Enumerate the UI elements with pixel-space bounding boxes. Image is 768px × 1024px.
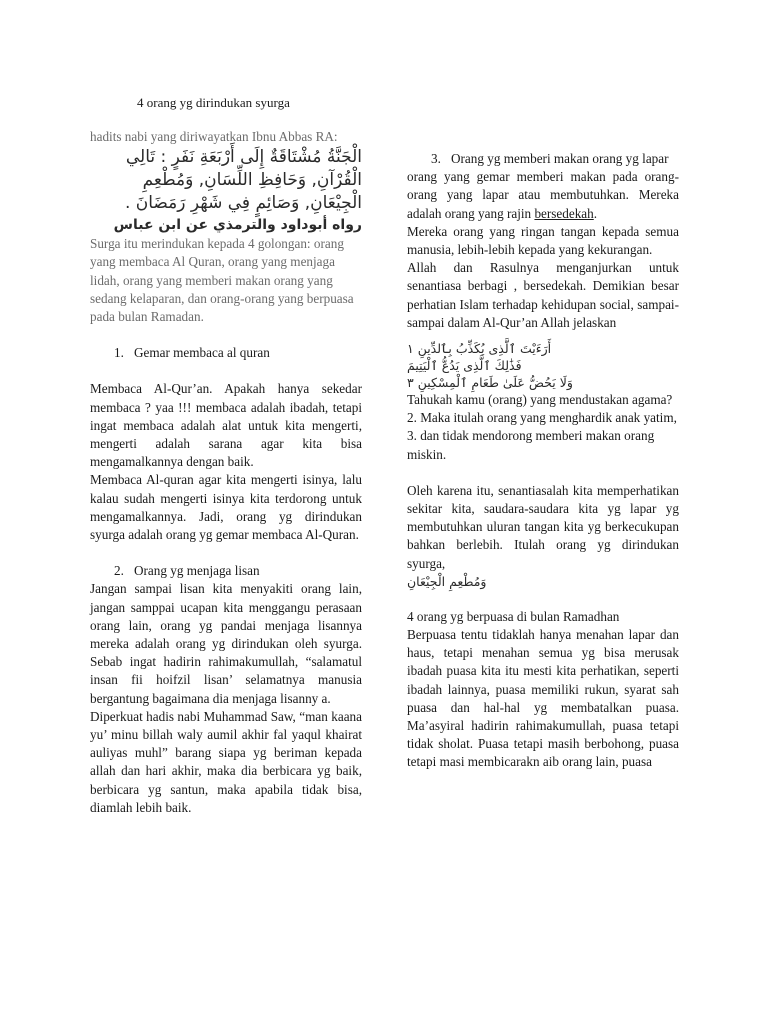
paragraph: orang yang gemar memberi makan pada orang-orang yang lapar atau membutuhkan. Mereka adalah orang yang rajin bersedekah. [407, 169, 679, 221]
verse-translation: 2. Maka itulah orang yang menghardik anak yatim, [407, 410, 677, 426]
section-title-item-4: 4 orang yg berpuasa di bulan Ramadhan [407, 608, 620, 624]
arabic-phrase: وَمُطْعِمِ الْجِيْعَانِ [407, 573, 487, 589]
paragraph: Membaca Al-quran agar kita mengerti isinya, lalu kalau sudah mengerti isinya kita terdorong untuk mengamalkannya. Jadi, orang yg dirindukan syurga adalah orang yg gemar membaca Al-Quran. [90, 472, 362, 543]
quran-verse-1: أَرَءَيْتَ ٱلَّذِى يُكَذِّبُ بِٱلدِّينِ ١ [407, 341, 552, 357]
list-number: 3. [431, 151, 441, 166]
list-item-1 [90, 344, 362, 362]
paragraph: Allah dan Rasulnya menganjurkan untuk senantiasa berbagi , bersedekah. Demikian besar perhatian Islam terhadap kehidupan social, sampai-sampai dalam Al-Qur’an Allah jelaskan [407, 260, 679, 330]
left-column [90, 128, 362, 817]
list-item-2 [90, 562, 362, 580]
bersedekah-link[interactable]: bersedekah [534, 205, 594, 221]
paragraph: Jangan sampai lisan kita menyakiti orang lain, jangan samppai ucapan kita menggangu perasaan orang lain, orang yg pandai menjaga lisannya mereka adalah orang yg dirindukan oleh syurga. Sebab ingat hadirin rahimakumullah, “salamatul insan fii hoifzil lisan’ selamatnya manusia bergantung bagaimana dia menjaga lisanny a. [90, 581, 362, 706]
paragraph: Mereka orang yang ringan tangan kepada semua manusia, lebih-lebih kepada yang kekurangan. [407, 223, 679, 258]
verse-translation: 3. dan tidak mendorong memberi makan orang miskin. [407, 428, 655, 462]
quran-verse-3: وَلَا يَحُضُّ عَلَىٰ طَعَامِ ٱلْمِسْكِينِ ٣ [407, 375, 573, 391]
list-item-title: Gemar membaca al quran [134, 345, 270, 361]
list-item-3 [407, 150, 679, 168]
paragraph: Oleh karena itu, senantiasalah kita memperhatikan sekitar kita, saudara-saudara kita yg lapar yg membutuhkan uluran tangan kita yg berkecukupan bahkan berlebih. Itulah orang yg dirindukan syurga, [407, 482, 679, 571]
hadith-translation: Surga itu merindukan kepada 4 golongan: orang yang membaca Al Quran, orang yang menjaga lidah, orang yang memberi makan orang yang sedang kelaparan, dan orang-orang yang berpuasa pada bulan Ramadan. [90, 236, 354, 325]
right-column [407, 150, 679, 772]
document-title: 4 orang yg dirindukan syurga [137, 95, 290, 110]
paragraph: Diperkuat hadis nabi Muhammad Saw, “man kaana yu’ minu billah waly aumil akhir fal yaqul khairat auliyas muhl” barang siapa yg beriman kepada allah dan hari akhir, maka dia berbicara yg baik, berbicara yg santun, maka apabila tidak bisa, diamlah lebih baik. [90, 708, 362, 815]
paragraph: Berpuasa tentu tidaklah hanya menahan lapar dan haus, tetapi menahan semua yg bisa merusak ibadah puasa kita itu mesti kita perhatikan, seperti ibadah lainnya, puasa memiliki rukun, syarat sah puasa dan hal-hal yg membatalkan puasa. Ma’asyiral hadirin rahimakumullah, puasa tetapi tidak sholat. Puasa tetapi masih berbohong, puasa tetapi masi membicarakn aib orang lain, puasa [407, 627, 679, 770]
hadith-intro: hadits nabi yang diriwayatkan Ibnu Abbas RA: [90, 129, 338, 144]
verse-translation: Tahukah kamu (orang) yang mendustakan agama? [407, 392, 673, 408]
list-item-title: Orang yg menjaga lisan [134, 563, 260, 579]
paragraph: Membaca Al-Qur’an. Apakah hanya sekedar membaca ? yaa !!! membaca adalah ibadah, tetapi ingat membaca adalah alat untuk kita mengerti, mengerti adalah sarana agar kita bisa mengamalkannya dengan baik. [90, 381, 362, 470]
arabic-hadith: الْجَنَّةُ مُشْتَاقَةٌ إِلَى أَرْبَعَةِ نَفَرٍ : تَالِي الْقُرْآنِ, وَحَافِظِ اللِّسَانِ, وَمُطْعِمِ الْجِيْعَانِ, وَصَائِمٍ فِي شَهْرِ رَمَضَانَ . [124, 147, 362, 214]
list-number: 1. [114, 345, 124, 361]
quran-verse-2: فَذَٰلِكَ ٱلَّذِى يَدُعُّ ٱلْيَتِيمَ [407, 358, 522, 374]
list-number: 2. [114, 563, 124, 579]
arabic-hadith-source: رواه أبوداود والترمذي عن ابن عباس [113, 217, 362, 234]
list-item-title: Orang yg memberi makan orang yg lapar [451, 151, 669, 166]
